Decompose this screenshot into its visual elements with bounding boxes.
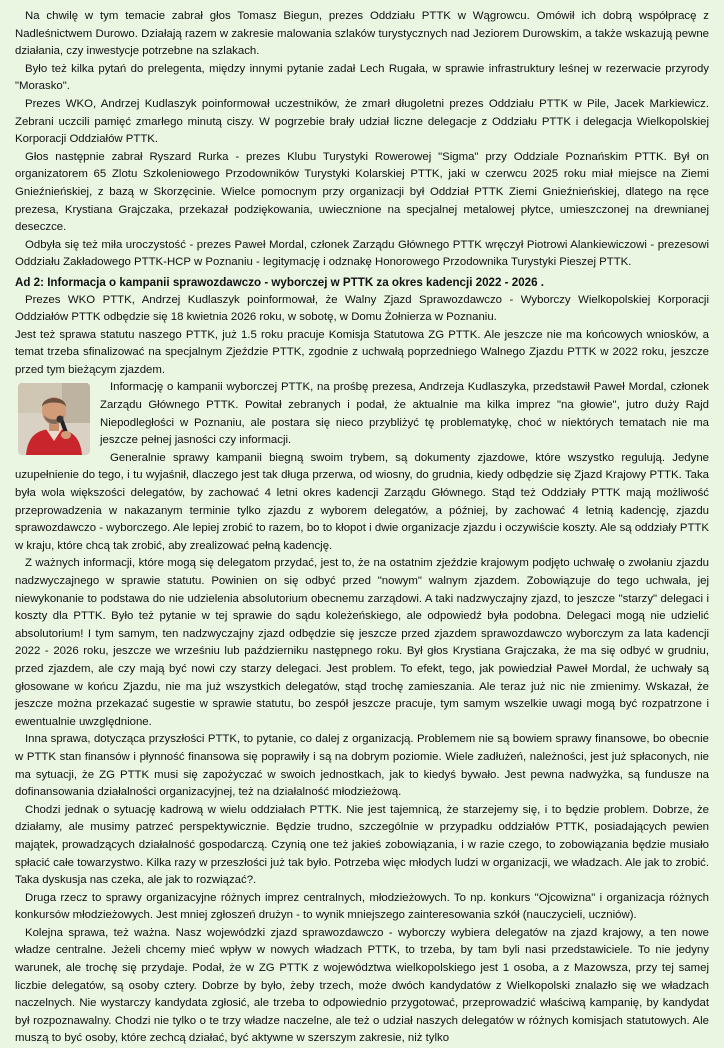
paragraph: Odbyła się też miła uroczystość - prezes Paweł Mordal, członek Zarządu Głównego PTTK wręczył Piotrowi Alankiewiczowi - prezesowi Oddziału Zakładowego PTTK-HCP w Poznaniu - legitymację i odznakę Honorowego Przodownika Turystyki Pieszej PTTK. — [15, 238, 709, 269]
paragraph: Na chwilę w tym temacie zabrał głos Tomasz Biegun, prezes Oddziału PTTK w Wągrowcu. Omówił ich dobrą współpracę z Nadleśnictwem Durowo. Działają razem w zakresie malowania szlaków turystycznych nad Jeziorem Durowskim, a także wskazują pewne działania, czy inwestycje potrzebne na szlakach. — [15, 10, 709, 58]
paragraph: Jest też sprawa statutu naszego PTTK, już 1.5 roku pracuje Komisja Statutowa ZG PTTK. Ale jeszcze nie ma końcowych wniosków, a temat trzeba sfinalizować na specjalnym Zjeździe PTTK, zgodnie z uchwałą poprzedniego Walnego Zjazdu PTTK w 2022 roku, jeszcze przed tym bieżącym zjazdem. — [15, 328, 709, 376]
paragraph: Kolejna sprawa, też ważna. Nasz wojewódzki zjazd sprawozdawczo - wyborczy wybiera delegatów na zjazd krajowy, a ten nowe władze centralne. Jeżeli chcemy mieć wpływ w nowych władzach PTTK, to trzeba, by tam byli nasi przedstawiciele. To nie jedyny warunek, ale trochę się przydaje. Podał, że w ZG PTTK z województwa wielkopolskiego jest 1 osoba, a z Mazowsza, przy tej samej liczbie delegatów, są osoby cztery. Dobrze by było, żeby trzech, może dwóch kandydatów z Wielkopolski znalazło się we władzach naczelnych. Nie wystarczy kandydata zgłosić, ale trzeba to odpowiednio przygotować, przeprowadzić właściwą kampanię, by kandydat był rozpoznawalny. Chodzi nie tylko o te trzy władze naczelne, ale też o udział naszych delegatów w różnych komisjach statutowych. Ale muszą to być osoby, które zechcą działać, być aktywne w szerszym zakresie, niż tylko — [15, 926, 709, 1045]
paragraph: Informację o kampanii wyborczej PTTK, na prośbę prezesa, Andrzeja Kudlaszyka, przedstawił Paweł Mordal, członek Zarządu Głównego PTTK. Powitał zebranych i podał, że aktualnie ma kilka imprez "na głowie", jutro duży Rajd Niepodległości w Poznaniu, ale postara się nieco przybliżyć tę problematykę, choć w niektórych tematach nie ma jeszcze pełnej jasności czy informacji. — [100, 381, 709, 447]
section-heading: Ad 2: Informacja o kampanii sprawozdawczo - wyborczej w PTTK za okres kadencji 2022 - 2026 . — [15, 275, 544, 289]
paragraph: Głos następnie zabrał Ryszard Rurka - prezes Klubu Turystyki Rowerowej "Sigma" przy Oddziale Poznańskim PTTK. Był on organizatorem 65 Zlotu Szkoleniowego Przodowników Turystyki Kolarskiej PTTK, jaki w czerwcu 2025 roku miał miejsce na Ziemi Gnieźnieńskiej, z bazą w Skorzęcinie. Wielce pomocnym przy organizacji był Oddział PTTK Ziemi Gnieźnieńskiej, dlatego na ręce prezesa, Krystiana Grajczaka, przekazał podziękowania, uwiecznione na specjalnej metalowej płytce, umieszczonej na drewnianej deseczce. — [15, 150, 709, 234]
paragraph: Prezes WKO PTTK, Andrzej Kudlaszyk poinformował, że Walny Zjazd Sprawozdawczo - Wyborczy Wielkopolskiej Korporacji Oddziałów PTTK odbędzie się 18 kwietnia 2026 roku, w sobotę, w Domu Żołnierza w Poznaniu. — [15, 293, 709, 324]
paragraph: Inna sprawa, dotycząca przyszłości PTTK, to pytanie, co dalej z organizacją. Problemem nie są bowiem sprawy finansowe, bo obecnie w PTTK stan finansów i płynność finansowa się poprawiły i są na dobrym poziomie. Wiele zadłużeń, należności, jest już spłaconych, nie ma sytuacji, że ZG PTTK musi się zapożyczać w swoich jednostkach, jak to kiedyś bywało. Jest pewna nadwyżka, są fundusze na dofinansowania działalności organizacyjnej, też na działalność młodzieżową. — [15, 733, 709, 799]
paragraph: Było też kilka pytań do prelegenta, między innymi pytanie zadał Lech Rugała, w sprawie infrastruktury leśnej w rezerwacie przyrody "Morasko". — [15, 62, 709, 93]
paragraph: Chodzi jednak o sytuację kadrową w wielu oddziałach PTTK. Nie jest tajemnicą, że starzejemy się, i to będzie problem. Dobrze, że działamy, ale musimy patrzeć perspektywicznie. Będzie trudno, szczególnie w przypadku oddziałów PTTK, posiadających pewien majątek, prowadzących działalność gospodarczą. Czynią one też jakieś zobowiązania, i w razie czego, to zobowiązania będzie musiało spłacić całe towarzystwo. Kilka razy w przeszłości już tak było. Potrzeba więc młodych ludzi w organizacji, we władzach. Ale jak to zrobić. Taka dyskusja nas czeka, ale jak to rozwiązać?. — [15, 803, 709, 887]
paragraph: Z ważnych informacji, które mogą się delegatom przydać, jest to, że na ostatnim zjeździe krajowym podjęto uchwałę o zwołaniu zjazdu nadzwyczajnego w sprawie statutu. Powinien on się odbyć przed "nowym" walnym zjazdem. Zobowiązuje do tego uchwała, jej niewykonanie to podstawa do nie udzielenia absolutorium obecnemu zarządowi. A taki nadzwyczajny zjazd, to jeszcze "starzy" delegaci i koszty dla PTTK. Było też pytanie w tej sprawie do sądu koleżeńskiego, ale odpowiedź była podobna. Delegaci mogą nie udzielić absolutorium! I tym samym, ten nadzwyczajny zjazd odbędzie się jeszcze przed zjazdem sprawozdawczo wyborczym za lata kadencji 2022 - 2026 roku, jeszcze we wrześniu lub październiku następnego roku. Był głos Krystiana Grajczaka, że ma się odbyć w grudniu, przed zjazdem, ale czy mają być nowi czy starzy delegaci. Jest problem. To efekt, tego, jak powiedział Paweł Mordal, że uchwały są głosowane w końcu Zjazdu, nie ma już wszystkich delegatów, stąd trochę zamieszania. Ale teraz już nic nie zmienimy. Wskazał, że jeszcze można przekazać sugestie w sprawie statutu, bo zespół jeszcze pracuje, tym samym wszelkie uwagi mogą być rozpatrzone i ewentualnie uwzględnione. — [15, 557, 709, 728]
paragraph: Prezes WKO, Andrzej Kudlaszyk poinformował uczestników, że zmarł długoletni prezes Oddziału PTTK w Pile, Jacek Markiewicz. Zebrani uczcili pamięć zmarłego minutą ciszy. W pogrzebie brały udział liczne delegacje z Oddziału PTTK i delegacja Wielkopolskiej Korporacji Oddziałów PTTK. — [15, 97, 709, 146]
person-photo — [18, 383, 90, 455]
paragraph: Druga rzecz to sprawy organizacyjne różnych imprez centralnych, młodzieżowych. To np. konkurs "Ojcowizna" i organizacja różnych konkursów młodzieżowych. Jest mniej zgłoszeń drużyn - to wynik mniejszego zainteresowania szkół (nauczycieli, uczniów). — [15, 891, 709, 922]
paragraph: Generalnie sprawy kampanii biegną swoim trybem, są dokumenty zjazdowe, które wszystko regulują. Jedyne uzupełnienie do tego, i tu wyjaśnił, dlaczego jest tak długa przerwa, od wiosny, do grudnia, kiedy odbędzie się Zjazd Krajowy PTTK. Taka była wola większości delegatów, by zachować 4 letni okres kadencji Zarządu Głównego. Stąd też Oddziały PTTK mają możliwość przeprowadzenia w nakazanym terminie tylko zjazdu z wyborem delegatów, a później, by zachować 4 letnią kadencję, zjazdu sprawozdawczo - wyborczego. Ale lepiej zrobić to razem, bo to kłopot i dwie organizacje zjazdu i oczywiście koszty. Ale są oddziały PTTK w kraju, które chcą tak zrobić, aby zrealizować pełną kadencję. — [15, 451, 709, 552]
